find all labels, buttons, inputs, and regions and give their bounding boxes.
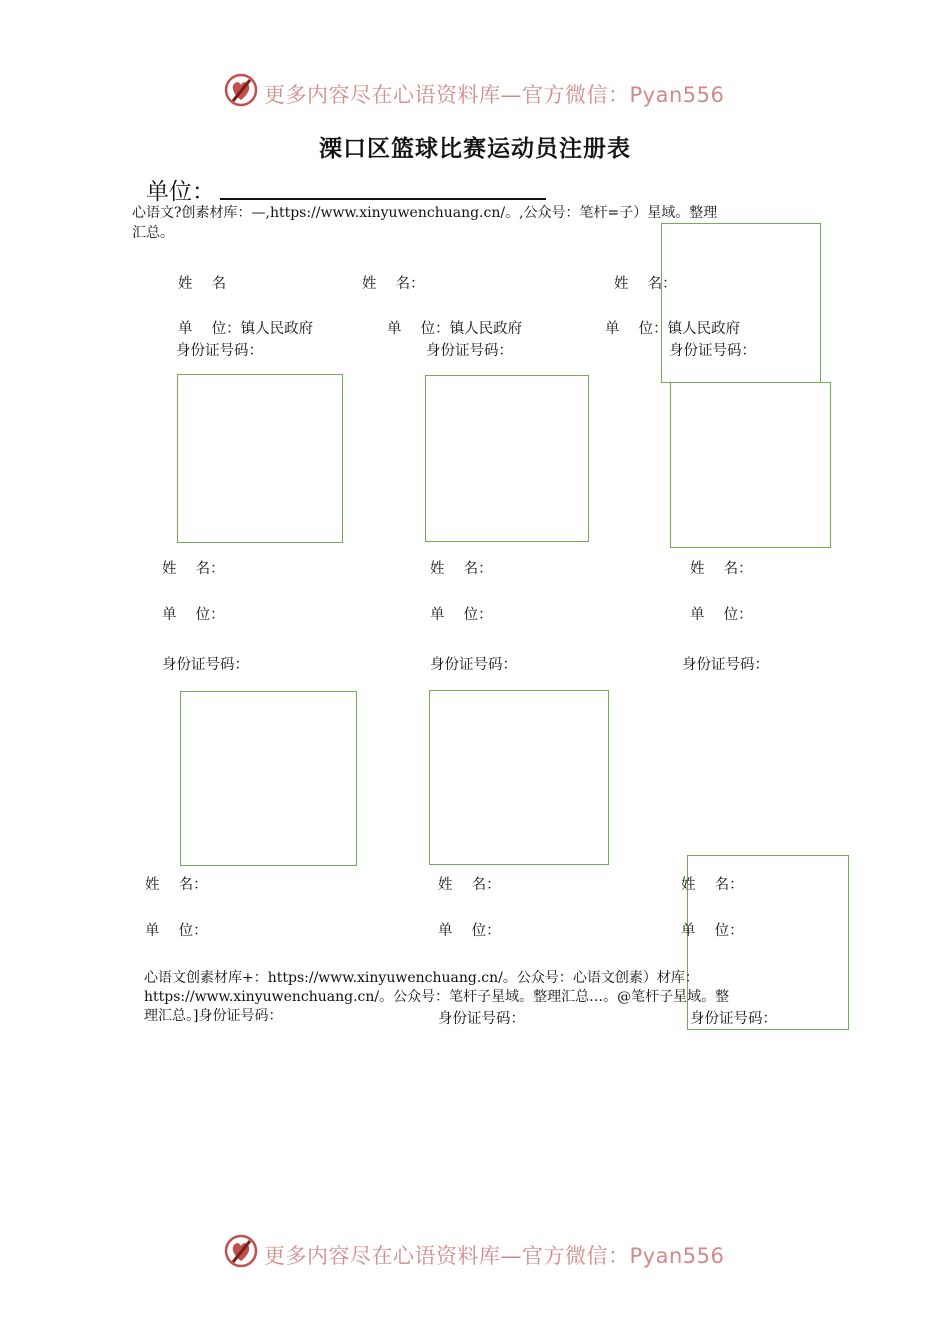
name-label: 姓 名 — [178, 276, 227, 292]
photo-box — [180, 691, 357, 866]
photo-box — [425, 375, 589, 542]
name-label: 姓 名： — [438, 877, 501, 893]
name-label: 姓 名： — [362, 276, 425, 292]
heart-pen-icon — [224, 73, 258, 107]
page-title: 溧口区篮球比赛运动员注册表 — [319, 136, 631, 162]
name-label: 姓 名： — [614, 276, 677, 292]
unit-label-field: 单 位： — [438, 923, 501, 939]
photo-box — [429, 690, 609, 865]
id-number-label: 身份证号码： — [430, 657, 517, 673]
unit-label-field: 单 位： — [145, 923, 208, 939]
photo-box — [177, 374, 343, 543]
id-number-label: 身份证号码： — [176, 343, 263, 359]
note-top-line1: 心语文?创素材库：—,https://www.xinyuwenchuang.cn/。,公众号：笔杆=子）星域。整理 — [132, 205, 718, 221]
name-label: 姓 名： — [145, 877, 208, 893]
unit-underline — [220, 198, 546, 200]
id-number-label: 身份证号码： — [426, 343, 513, 359]
unit-field: 单 位：镇人民政府 — [178, 321, 314, 337]
unit-label-field: 单 位： — [162, 607, 225, 623]
name-label: 姓 名： — [162, 561, 225, 577]
photo-box — [661, 223, 821, 383]
unit-label-field: 单 位： — [430, 607, 493, 623]
note-top-line2: 汇总。 — [132, 225, 174, 241]
photo-box — [670, 382, 831, 548]
note-bottom-line1: 心语文创素材库+：https://www.xinyuwenchuang.cn/。公众号：心语文创素）材库： — [144, 970, 699, 986]
unit-label-field: 单 位： — [681, 923, 744, 939]
heart-pen-icon — [224, 1234, 258, 1268]
unit-label: 单位： — [146, 179, 215, 205]
id-number-label: 身份证号码： — [162, 657, 249, 673]
unit-field: 单 位：镇人民政府 — [387, 321, 523, 337]
watermark-text-top: 更多内容尽在心语资料库—官方微信：Pyan556 — [264, 83, 725, 107]
id-number-label: 身份证号码： — [438, 1011, 525, 1027]
name-label: 姓 名： — [690, 561, 753, 577]
note-bottom-line2: https://www.xinyuwenchuang.cn/。公众号：笔杆子星域。整理汇总…。@笔杆子星域。整 — [144, 989, 730, 1005]
id-number-label: 身份证号码： — [690, 1011, 777, 1027]
id-number-label: 身份证号码： — [682, 657, 769, 673]
note-bottom-line3: 理汇总。]身份证号码： — [144, 1008, 283, 1024]
watermark-text-bottom: 更多内容尽在心语资料库—官方微信：Pyan556 — [264, 1244, 725, 1268]
id-number-label: 身份证号码： — [669, 343, 756, 359]
name-label: 姓 名： — [430, 561, 493, 577]
name-label: 姓 名： — [681, 877, 744, 893]
unit-field: 单 位：镇人民政府 — [605, 321, 741, 337]
unit-label-field: 单 位： — [690, 607, 753, 623]
